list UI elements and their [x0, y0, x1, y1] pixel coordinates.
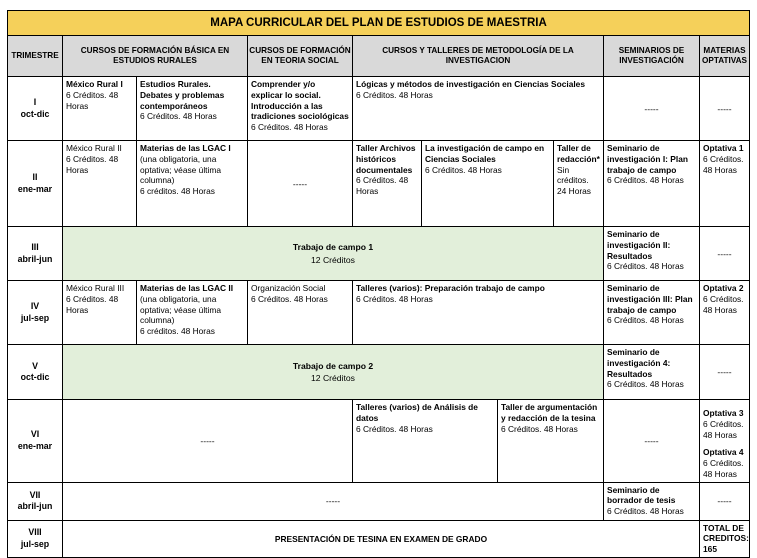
trimestre-cell — [8, 141, 63, 227]
course-title: Taller de argumentación y redacción de la tesina — [501, 402, 598, 423]
trimestre-cell — [8, 281, 63, 345]
course-cell — [353, 400, 498, 483]
course-cell — [137, 141, 248, 227]
header-trimestre: TRIMESTRE — [8, 36, 63, 77]
seminar-cell — [604, 345, 700, 400]
course-note: (una obligatoria, una optativa; véase última columna) — [140, 293, 222, 326]
course-credits: 6 Créditos. 48 Horas — [66, 153, 119, 175]
trimestre-number: I — [33, 97, 37, 108]
optativa-credits: 6 Créditos. 48 Horas — [703, 418, 744, 440]
fieldwork-title: Trabajo de campo 1 — [292, 242, 374, 253]
seminar-credits: 6 Créditos. 48 Horas — [607, 315, 684, 326]
optativa-credits: 6 Créditos. 48 Horas — [703, 293, 744, 315]
trimestre-period: jul-sep — [20, 312, 50, 323]
trimestre-number: V — [32, 360, 38, 371]
course-title: La investigación de campo en Ciencias Sociales — [425, 143, 545, 164]
seminar-credits: 6 Créditos. 48 Horas — [607, 261, 684, 272]
trimestre-number: III — [31, 242, 39, 253]
seminar-title: Seminario de investigación III: Plan trabajo de campo — [607, 283, 693, 315]
fieldwork-credits: 12 Créditos — [311, 373, 355, 383]
optativa-cell — [700, 141, 750, 227]
course-cell — [353, 281, 604, 345]
trimestre-cell — [8, 227, 63, 281]
course-title: México Rural II — [66, 143, 122, 153]
course-credits: Sin créditos. 24 Horas — [557, 164, 591, 196]
course-credits: 6 Créditos. 48 Horas — [251, 122, 328, 132]
seminar-credits: 6 Créditos. 48 Horas — [607, 175, 684, 186]
course-credits: 6 Créditos. 48 Horas — [356, 423, 433, 434]
trimestre-number: VI — [30, 429, 40, 440]
empty-cell: ----- — [700, 345, 750, 400]
course-credits: 6 Créditos. 48 Horas — [140, 111, 217, 122]
course-cell — [248, 77, 353, 141]
empty-cell: ----- — [700, 482, 750, 520]
fieldwork-cell — [63, 227, 604, 281]
trimestre-number: VIII — [28, 527, 42, 538]
trimestre-period: oct-dic — [20, 108, 50, 119]
header-row — [8, 36, 750, 77]
curriculum-map — [7, 10, 749, 558]
course-credits: 6 Créditos. 48 Horas — [501, 423, 578, 434]
trimestre-cell — [8, 520, 63, 558]
seminar-title: Seminario de investigación I: Plan trabajo de campo — [607, 143, 688, 175]
optativa-credits: 6 Créditos. 48 Horas — [703, 458, 744, 479]
seminar-title: Seminario de investigación 4: Resultados — [607, 347, 671, 379]
course-credits: 6 Créditos. 48 Horas — [66, 293, 119, 315]
exam-cell: PRESENTACIÓN DE TESINA EN EXAMEN DE GRADO — [63, 520, 700, 558]
trimestre-cell — [8, 77, 63, 141]
row-trimestre-1 — [8, 77, 750, 141]
course-title: México Rural I — [66, 79, 123, 89]
table-title: MAPA CURRICULAR DEL PLAN DE ESTUDIOS DE MAESTRIA — [8, 11, 750, 36]
course-cell — [137, 281, 248, 345]
optativa-cell — [700, 281, 750, 345]
seminar-credits: 6 Créditos. 48 Horas — [607, 379, 684, 390]
seminar-credits: 6 Créditos. 48 Horas — [607, 506, 684, 516]
course-credits: 6 créditos. 48 Horas — [140, 326, 215, 336]
trimestre-cell — [8, 400, 63, 483]
total-credits: TOTAL DE CREDITOS: 165 — [700, 520, 750, 558]
course-credits: 6 Créditos. 48 Horas — [356, 89, 433, 100]
trimestre-number: IV — [30, 301, 40, 312]
empty-cell: ----- — [63, 482, 604, 520]
fieldwork-title: Trabajo de campo 2 — [292, 360, 374, 371]
seminar-cell — [604, 141, 700, 227]
row-trimestre-3 — [8, 227, 750, 281]
course-title: Taller Archivos históricos documentales — [356, 143, 416, 175]
trimestre-number: II — [32, 172, 38, 183]
header-metodologia: CURSOS Y TALLERES DE METODOLOGÍA DE LA INVESTIGACION — [353, 36, 604, 77]
empty-cell: ----- — [604, 77, 700, 141]
course-cell — [353, 141, 422, 227]
course-title: Organización Social — [251, 283, 326, 293]
course-cell — [137, 77, 248, 141]
course-credits: 6 Créditos. 48 Horas — [425, 164, 502, 175]
row-trimestre-6 — [8, 400, 750, 483]
course-title: Materias de las LGAC I — [140, 143, 231, 153]
course-title: México Rural III — [66, 283, 125, 293]
trimestre-period: jul-sep — [20, 538, 50, 549]
course-title: Lógicas y métodos de investigación en Ciencias Sociales — [356, 79, 585, 89]
header-seminarios: SEMINARIOS DE INVESTIGACIÓN — [604, 36, 700, 77]
optativa-cell — [700, 400, 750, 483]
seminar-title: Seminario de borrador de tesis — [607, 484, 676, 506]
trimestre-period: abril-jun — [17, 501, 53, 511]
header-optativas: MATERIAS OPTATIVAS — [700, 36, 750, 77]
optativa-title: Optativa 3 — [703, 408, 744, 418]
trimestre-cell — [8, 482, 63, 520]
course-title: Taller de redacción* — [557, 143, 600, 164]
course-title: Estudios Rurales. Debates y problemas contemporáneos — [140, 79, 225, 111]
header-basica: CURSOS DE FORMACIÓN BÁSICA EN ESTUDIOS RURALES — [63, 36, 248, 77]
row-trimestre-8 — [8, 520, 750, 558]
row-trimestre-4 — [8, 281, 750, 345]
course-credits: 6 Créditos. 48 Horas — [66, 89, 119, 111]
empty-cell: ----- — [700, 227, 750, 281]
trimestre-period: abril-jun — [17, 253, 53, 264]
optativa-credits: 6 Créditos. 48 Horas — [703, 153, 744, 175]
trimestre-period: oct-dic — [20, 372, 50, 382]
course-cell — [63, 281, 137, 345]
course-title: Comprender y/o explicar lo social. Introducción a las tradiciones sociológicas — [251, 79, 349, 122]
trimestre-period: ene-mar — [17, 183, 53, 194]
optativa-title: Optativa 4 — [703, 447, 744, 458]
course-cell — [248, 281, 353, 345]
course-cell — [554, 141, 604, 227]
course-note: (una obligatoria, una optativa; véase última columna) — [140, 153, 222, 186]
trimestre-period: ene-mar — [17, 440, 53, 451]
seminar-cell — [604, 227, 700, 281]
course-credits: 6 Créditos. 48 Horas — [251, 293, 328, 304]
trimestre-cell — [8, 345, 63, 400]
course-title: Talleres (varios): Preparación trabajo de campo — [356, 283, 545, 293]
course-cell — [422, 141, 554, 227]
empty-cell: ----- — [700, 77, 750, 141]
course-cell — [63, 77, 137, 141]
seminar-cell — [604, 482, 700, 520]
course-credits: 6 Créditos. 48 Horas — [356, 293, 433, 304]
optativa-title: Optativa 1 — [703, 143, 744, 153]
row-trimestre-5 — [8, 345, 750, 400]
course-credits: 6 Créditos. 48 Horas — [356, 175, 409, 196]
empty-cell: ----- — [63, 400, 353, 483]
course-cell — [63, 141, 137, 227]
course-credits: 6 créditos. 48 Horas — [140, 186, 215, 196]
trimestre-number: VII — [29, 489, 41, 500]
empty-cell: ----- — [604, 400, 700, 483]
seminar-cell — [604, 281, 700, 345]
optativa-title: Optativa 2 — [703, 283, 744, 293]
row-trimestre-2 — [8, 141, 750, 227]
fieldwork-cell — [63, 345, 604, 400]
course-title: Materias de las LGAC II — [140, 283, 234, 293]
fieldwork-credits: 12 Créditos — [311, 254, 355, 265]
curriculum-table — [7, 10, 750, 558]
course-title: Talleres (varios) de Análisis de datos — [356, 402, 478, 423]
header-teoria: CURSOS DE FORMACIÓN EN TEORIA SOCIAL — [248, 36, 353, 77]
course-cell — [498, 400, 604, 483]
seminar-title: Seminario de investigación II: Resultados — [607, 229, 671, 261]
empty-cell: ----- — [248, 141, 353, 227]
course-cell — [353, 77, 604, 141]
row-trimestre-7 — [8, 482, 750, 520]
